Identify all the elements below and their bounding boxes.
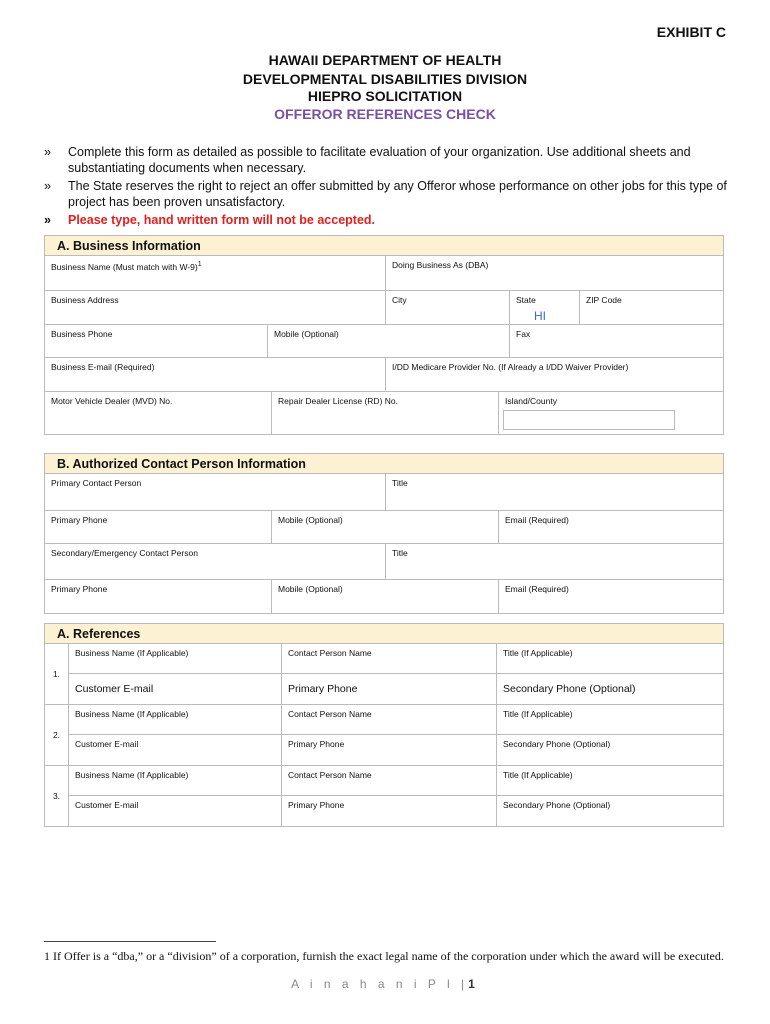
business-email-field[interactable]: Business E-mail (Required): [45, 358, 386, 391]
header-line-3: HIEPRO SOLICITATION: [307, 88, 463, 104]
secondary-email-field[interactable]: Email (Required): [505, 584, 569, 594]
primary-phone-field[interactable]: Primary Phone: [45, 511, 272, 543]
rd-field[interactable]: Repair Dealer License (RD) No.: [272, 392, 499, 434]
page-number: 1: [468, 977, 479, 991]
business-address-field[interactable]: Business Address: [45, 291, 386, 324]
ref-email-field[interactable]: Customer E-mail: [69, 674, 282, 704]
footnote: 1 If Offer is a “dba,” or a “division” of a corporation, furnish the exact legal name of the corporation under which the award will be executed.: [44, 949, 724, 963]
ref-business-field[interactable]: Business Name (If Applicable): [69, 766, 282, 795]
form-title: OFFEROR REFERENCES CHECK: [274, 106, 496, 122]
ref-contact-field[interactable]: Contact Person Name: [282, 644, 497, 673]
zip-field[interactable]: ZIP Code: [586, 295, 622, 305]
state-value: HI: [534, 309, 546, 323]
section-title: A. References: [45, 624, 723, 644]
mobile-field[interactable]: Mobile (Optional): [268, 325, 510, 357]
reference-number: 2.: [45, 705, 69, 765]
exhibit-label: EXHIBIT C: [656, 24, 726, 40]
primary-email-field[interactable]: Email (Required): [505, 515, 569, 525]
reference-number: 3.: [45, 766, 69, 826]
secondary-phone-field[interactable]: Primary Phone: [45, 580, 272, 613]
instruction-item: » The State reserves the right to reject an offer submitted by any Offeror whose performance on other jobs for this type of project has been proven unsatisfactory.: [44, 179, 727, 209]
ref-contact-field[interactable]: Contact Person Name: [282, 705, 497, 734]
primary-title-field[interactable]: Title: [392, 478, 408, 488]
business-name-field[interactable]: Business Name (Must match with W-9)$^1$: [45, 256, 386, 290]
dba-field[interactable]: Doing Business As (DBA): [392, 260, 489, 270]
instruction-item: » Complete this form as detailed as possible to facilitate evaluation of your organization. Use additional sheets and substantiating documents when necessary.: [44, 145, 691, 175]
ref-business-field[interactable]: Business Name (If Applicable): [69, 705, 282, 734]
footnote-divider: [44, 941, 216, 942]
ref-phone-field[interactable]: Primary Phone: [282, 796, 497, 826]
city-field[interactable]: City: [386, 291, 510, 324]
reference-number: 1.: [45, 644, 69, 704]
instructions: [44, 144, 734, 230]
header-line-1: HAWAII DEPARTMENT OF HEALTH: [268, 52, 502, 68]
reference-3: [45, 766, 723, 826]
reference-2: [45, 705, 723, 766]
contact-person-section: [44, 453, 724, 614]
ref-title-field[interactable]: Title (If Applicable): [503, 648, 573, 658]
page-footer: A i n a h a n i P l |1: [291, 977, 479, 991]
references-section: [44, 623, 724, 827]
instruction-warning: » Please type, hand written form will not be accepted.: [44, 213, 376, 227]
idd-provider-field[interactable]: I/DD Medicare Provider No. (If Already a I/DD Waiver Provider): [392, 362, 629, 372]
island-county-field: Island/County: [499, 392, 723, 434]
primary-contact-field[interactable]: Primary Contact Person: [45, 474, 386, 510]
fax-field[interactable]: Fax: [516, 329, 531, 339]
section-title: A. Business Information: [45, 236, 723, 256]
ref-email-field[interactable]: Customer E-mail: [69, 735, 282, 765]
primary-mobile-field[interactable]: Mobile (Optional): [272, 511, 499, 543]
ref-email-field[interactable]: Customer E-mail: [69, 796, 282, 826]
reference-1: [45, 644, 723, 705]
section-title: B. Authorized Contact Person Information: [45, 454, 723, 474]
ref-phone-field[interactable]: Primary Phone: [282, 735, 497, 765]
ref-title-field[interactable]: Title (If Applicable): [503, 770, 573, 780]
ref-phone2-field[interactable]: Secondary Phone (Optional): [503, 739, 611, 749]
mvd-field[interactable]: Motor Vehicle Dealer (MVD) No.: [45, 392, 272, 434]
state-field[interactable]: State HI: [510, 291, 580, 324]
ref-phone2-field[interactable]: Secondary Phone (Optional): [503, 800, 611, 810]
header-line-2: DEVELOPMENTAL DISABILITIES DIVISION: [242, 71, 528, 87]
business-information-section: [44, 235, 724, 435]
secondary-contact-field[interactable]: Secondary/Emergency Contact Person: [45, 544, 386, 579]
business-phone-field[interactable]: Business Phone: [45, 325, 268, 357]
secondary-title-field[interactable]: Title: [392, 548, 408, 558]
secondary-mobile-field[interactable]: Mobile (Optional): [272, 580, 499, 613]
ref-phone2-field[interactable]: Secondary Phone (Optional): [503, 683, 636, 695]
ref-contact-field[interactable]: Contact Person Name: [282, 766, 497, 795]
ref-business-field[interactable]: Business Name (If Applicable): [69, 644, 282, 673]
ref-phone-field[interactable]: Primary Phone: [282, 674, 497, 704]
ref-title-field[interactable]: Title (If Applicable): [503, 709, 573, 719]
island-county-select[interactable]: [503, 410, 675, 430]
